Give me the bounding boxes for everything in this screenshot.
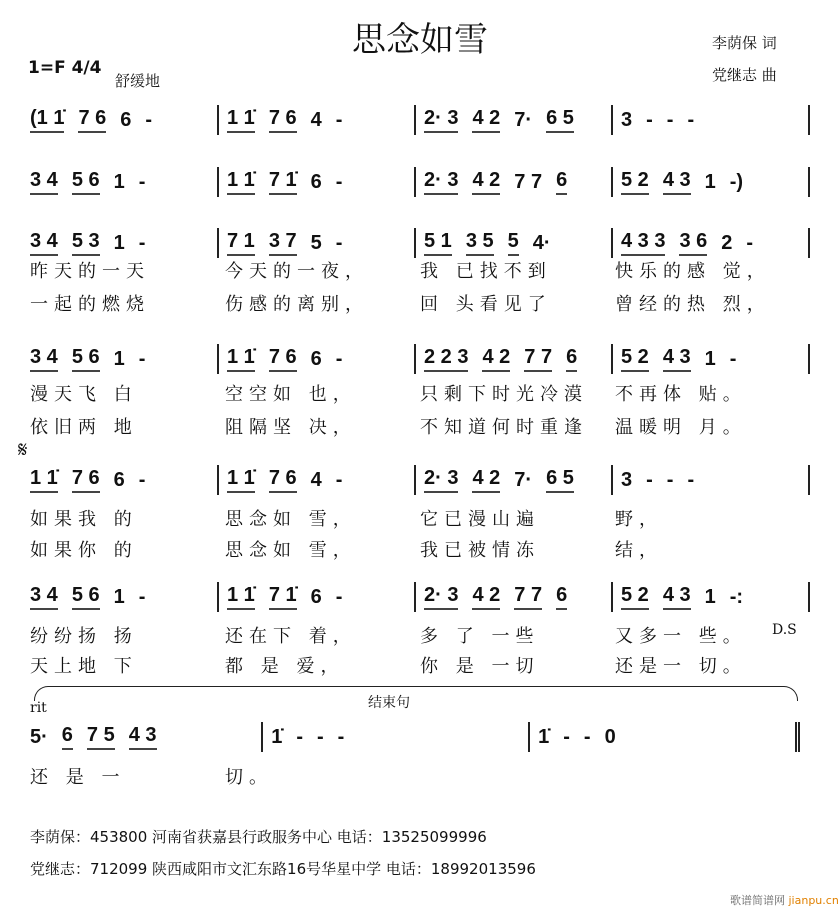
lyric-segment: 结， — [615, 540, 663, 561]
lyric-segment: 思念如 雪， — [225, 509, 357, 530]
measure — [217, 582, 414, 612]
note-group: 4 2 — [472, 107, 500, 133]
note-group: 4 — [310, 108, 322, 131]
note-group: 2· 3 — [424, 584, 458, 610]
note-group: - — [317, 725, 324, 748]
lyric-line — [30, 652, 810, 678]
note-group: 5 2 — [621, 169, 649, 195]
note-group: - — [335, 468, 343, 491]
note-group: 1 — [704, 170, 716, 193]
note-group: 7 6 — [72, 467, 100, 493]
note-group: - — [666, 468, 674, 491]
note-group: 3 4 — [30, 169, 58, 195]
note-group: 6 — [310, 170, 322, 193]
note-group: 6 5 — [546, 467, 574, 493]
measure — [414, 167, 611, 197]
note-group: 3 — [621, 468, 633, 491]
measure — [30, 105, 217, 135]
note-group: 7 5 — [87, 724, 115, 750]
lyric-segment: 空空如 也， — [225, 384, 357, 405]
note-group: 7 1 — [227, 230, 255, 256]
lyric-segment: 如果我 的 — [30, 509, 138, 530]
measure — [414, 344, 611, 374]
note-group: -) — [729, 170, 744, 193]
note-group: 3 4 — [30, 230, 58, 256]
lyric-segment: 不再体 贴。 — [615, 384, 747, 405]
note-group: 7· — [514, 468, 533, 491]
lyric-segment: 还 是 一 — [30, 767, 126, 788]
rit-marking: rit — [30, 700, 47, 716]
note-group: - — [666, 108, 674, 131]
note-group: - — [138, 231, 146, 254]
note-group: - — [337, 725, 345, 748]
measure — [30, 582, 217, 612]
measure — [611, 105, 808, 135]
lyric-segment: 依旧两 地 — [30, 417, 138, 438]
note-group: 6 — [566, 346, 577, 372]
measure — [528, 722, 795, 752]
measure — [414, 105, 611, 135]
lyric-line — [30, 380, 810, 406]
note-group: 6 — [120, 108, 132, 131]
note-group: - — [138, 468, 146, 491]
lyric-line — [30, 505, 810, 531]
note-group: 7 6 — [269, 467, 297, 493]
note-group: 4 3 — [129, 724, 157, 750]
note-group: 5 2 — [621, 346, 649, 372]
note-group: 1 — [113, 347, 125, 370]
barline — [808, 344, 810, 374]
music-row — [30, 465, 810, 495]
lyric-segment — [420, 763, 615, 789]
measure — [611, 167, 808, 197]
note-group: 4 3 — [663, 346, 691, 372]
note-group: 3 7 — [269, 230, 297, 256]
note-group: 2 — [721, 231, 733, 254]
measure — [414, 582, 611, 612]
measure — [30, 167, 217, 197]
watermark-site: 歌谱简谱网 — [730, 894, 785, 907]
note-group: - — [138, 170, 146, 193]
measure — [414, 465, 611, 495]
note-group: - — [335, 347, 343, 370]
note-group: - — [335, 231, 343, 254]
measure — [217, 105, 414, 135]
lyric-line — [30, 536, 810, 562]
note-group: 6 — [556, 584, 567, 610]
ds-marking: D.S — [772, 622, 797, 638]
lyric-line — [30, 413, 810, 439]
note-group: 4 3 3 — [621, 230, 665, 256]
ending-bracket — [34, 686, 798, 701]
note-group: 1̇ — [538, 725, 550, 748]
lyric-segment: 曾经的热 烈， — [615, 294, 771, 315]
barline — [808, 105, 810, 135]
measure — [611, 228, 808, 258]
note-group: 1 — [704, 347, 716, 370]
note-group: 7 7 — [514, 584, 542, 610]
note-group: 1̇ — [271, 725, 283, 748]
note-group: 0 — [604, 725, 616, 748]
music-row — [30, 722, 800, 752]
note-group: 1 1̇ — [30, 467, 58, 493]
note-group: 4· — [532, 231, 551, 254]
note-group: 4 3 — [663, 169, 691, 195]
note-group: 3 5 — [466, 230, 494, 256]
music-row — [30, 167, 810, 197]
note-group: - — [138, 585, 146, 608]
note-group: - — [335, 108, 343, 131]
footer-contact-composer: 党继志：712099 陕西咸阳市文汇东路16号华星中学 电话：18992013596 — [30, 860, 536, 878]
measure — [217, 465, 414, 495]
lyric-segment: 一起的燃烧 — [30, 294, 150, 315]
note-group: 5 6 — [72, 169, 100, 195]
measure — [217, 167, 414, 197]
note-group: 7 1̇ — [269, 584, 297, 610]
measure — [30, 344, 217, 374]
barline — [808, 582, 810, 612]
note-group: - — [335, 585, 343, 608]
barline — [808, 167, 810, 197]
note-group: -: — [729, 585, 744, 608]
music-row — [30, 105, 810, 135]
note-group: 7 6 — [269, 107, 297, 133]
lyric-segment: 还是一 切。 — [615, 656, 747, 677]
note-group: 6 — [62, 724, 73, 750]
note-group: 7 1̇ — [269, 169, 297, 195]
lyric-segment: 快乐的感 觉， — [615, 261, 771, 282]
note-group: 2· 3 — [424, 467, 458, 493]
note-group: 4 2 — [472, 584, 500, 610]
measure — [611, 344, 808, 374]
lyric-segment: 今天的一夜， — [225, 261, 369, 282]
tempo-marking: 舒缓地 — [115, 72, 161, 90]
measure — [217, 228, 414, 258]
note-group: 4 2 — [472, 169, 500, 195]
measure — [217, 344, 414, 374]
note-group: - — [583, 725, 591, 748]
lyric-segment: 温暖明 月。 — [615, 417, 747, 438]
composer: 党继志 曲 — [712, 66, 777, 84]
lyric-segment: 昨天的一天 — [30, 261, 150, 282]
note-group: 7· — [514, 108, 533, 131]
lyric-segment: 只剩下时光冷漠 — [420, 384, 588, 405]
watermark-url: jianpu.cn — [788, 894, 839, 907]
note-group: 5 3 — [72, 230, 100, 256]
lyric-segment: 又多一 些。 — [615, 626, 747, 647]
note-group: - — [746, 231, 754, 254]
lyric-segment: 思念如 雪， — [225, 540, 357, 561]
note-group: 7 6 — [78, 107, 106, 133]
note-group: 1 — [113, 231, 125, 254]
note-group: 3 4 — [30, 346, 58, 372]
ending-label: 结束句 — [368, 695, 410, 711]
note-group: 5 6 — [72, 584, 100, 610]
barline — [808, 465, 810, 495]
note-group: - — [646, 108, 653, 131]
note-group: - — [145, 108, 153, 131]
note-group: - — [729, 347, 737, 370]
note-group: 7 7 — [524, 346, 552, 372]
note-group: 1 — [113, 585, 125, 608]
lyric-segment: 切。 — [225, 767, 273, 788]
lyric-line — [30, 763, 810, 789]
song-title: 思念如雪 — [352, 20, 488, 60]
note-group: 1 1̇ — [227, 107, 255, 133]
lyric-segment: 我已被情冻 — [420, 540, 540, 561]
music-row — [30, 228, 810, 258]
note-group: 6 — [556, 169, 567, 195]
note-group: 2· 3 — [424, 107, 458, 133]
music-row — [30, 344, 810, 374]
note-group: - — [563, 725, 570, 748]
measure — [30, 228, 217, 258]
lyric-line — [30, 290, 810, 316]
note-group: 5 6 — [72, 346, 100, 372]
note-group: (1 1̇ — [30, 107, 64, 133]
lyric-line — [30, 622, 810, 648]
note-group: 6 — [310, 585, 322, 608]
measure — [30, 722, 261, 752]
note-group: 7 7 — [514, 170, 543, 193]
key-signature: 1=F 4/4 — [28, 58, 102, 78]
footer-contact-lyricist: 李荫保：453800 河南省获嘉县行政服务中心 电话：13525099996 — [30, 828, 487, 846]
note-group: - — [646, 468, 653, 491]
note-group: 6 — [310, 347, 322, 370]
measure — [30, 465, 217, 495]
note-group: 5 — [310, 231, 322, 254]
note-group: 6 — [113, 468, 125, 491]
lyric-segment: 如果你 的 — [30, 540, 138, 561]
lyric-segment: 多 了 一些 — [420, 626, 540, 647]
lyric-segment: 阻隔坚 决， — [225, 417, 357, 438]
note-group: 1 — [113, 170, 125, 193]
note-group: 3 6 — [679, 230, 707, 256]
note-group: 7 6 — [269, 346, 297, 372]
lyric-segment: 漫天飞 白 — [30, 384, 138, 405]
measure — [414, 228, 611, 258]
lyric-segment: 回 头看见了 — [420, 294, 552, 315]
note-group: - — [138, 347, 146, 370]
lyric-segment — [615, 763, 810, 789]
note-group: 5 2 — [621, 584, 649, 610]
note-group: - — [296, 725, 303, 748]
measure — [611, 582, 808, 612]
lyric-segment: 都 是 爱， — [225, 656, 345, 677]
segno-icon: 𝄋 — [18, 438, 28, 463]
note-group: 1 — [704, 585, 716, 608]
note-group: - — [687, 468, 695, 491]
note-group: 2· 3 — [424, 169, 458, 195]
lyric-line — [30, 257, 810, 283]
note-group: 4 3 — [663, 584, 691, 610]
note-group: 1 1̇ — [227, 169, 255, 195]
note-group: 1 1̇ — [227, 346, 255, 372]
lyric-segment: 它已漫山遍 — [420, 509, 540, 530]
note-group: - — [335, 170, 343, 193]
note-group: 5· — [30, 725, 48, 748]
note-group: 2 2 3 — [424, 346, 468, 372]
note-group: 4 — [310, 468, 322, 491]
lyric-segment: 还在下 着， — [225, 626, 357, 647]
note-group: - — [687, 108, 695, 131]
barline — [808, 228, 810, 258]
lyric-segment: 天上地 下 — [30, 656, 138, 677]
lyric-segment: 纷纷扬 扬 — [30, 626, 138, 647]
barline — [795, 722, 800, 752]
lyric-segment: 野， — [615, 509, 663, 530]
note-group: 5 1 — [424, 230, 452, 256]
note-group: 1 1̇ — [227, 467, 255, 493]
lyric-segment: 不知道何时重逢 — [420, 417, 588, 438]
lyric-segment: 我 已找不到 — [420, 261, 552, 282]
measure — [611, 465, 808, 495]
lyric-segment: 伤感的离别， — [225, 294, 369, 315]
measure — [261, 722, 528, 752]
note-group: 1 1̇ — [227, 584, 255, 610]
note-group: 3 4 — [30, 584, 58, 610]
note-group: 6 5 — [546, 107, 574, 133]
note-group: 3 — [621, 108, 633, 131]
note-group: 4 2 — [482, 346, 510, 372]
lyric-segment: 你 是 一切 — [420, 656, 540, 677]
lyricist: 李荫保 词 — [712, 34, 777, 52]
music-row — [30, 582, 810, 612]
site-watermark — [730, 892, 839, 908]
note-group: 4 2 — [472, 467, 500, 493]
note-group: 5 — [508, 230, 519, 256]
